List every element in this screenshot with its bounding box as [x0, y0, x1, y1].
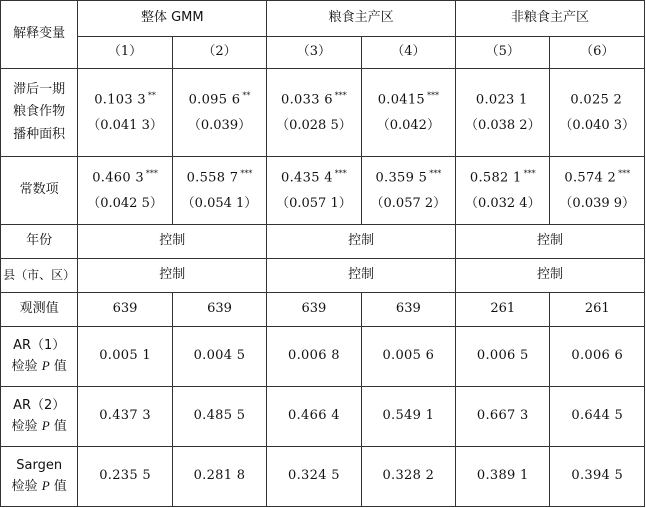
p-symbol: P [41, 478, 50, 493]
ar2-cell: 0.485 5 [172, 387, 266, 447]
control-cell: 控制 [267, 259, 456, 293]
std-error: （0.038 2） [464, 118, 541, 134]
obs-cell: 639 [172, 293, 266, 327]
significance-stars: ** [242, 90, 251, 100]
std-error: （0.028 5） [276, 118, 352, 134]
coef-value: 0.033 6 [281, 91, 333, 107]
coef-value: 0.582 1 [469, 169, 522, 185]
coef-value: 0.0415 [377, 91, 425, 107]
ar2-cell: 0.644 5 [550, 387, 645, 447]
coef-value: 0.574 2 [564, 169, 617, 185]
control-cell: 控制 [78, 225, 267, 259]
header-col-row [1, 37, 645, 69]
lagged-cell [172, 69, 266, 157]
constant-row [1, 157, 645, 225]
significance-stars: *** [426, 90, 439, 100]
lagged-row [1, 69, 645, 157]
col-header: （6） [550, 37, 645, 69]
lagged-cell [267, 69, 361, 157]
p-symbol: P [41, 418, 50, 433]
obs-cell: 639 [267, 293, 361, 327]
value-word: 值 [53, 479, 67, 494]
constant-cell [361, 157, 455, 225]
sargen-row [1, 447, 645, 507]
ar1-cell: 0.006 6 [550, 327, 645, 387]
ar1-label-top: AR（1） [13, 337, 66, 353]
col-header: （3） [267, 37, 361, 69]
p-symbol: P [41, 358, 50, 373]
std-error: （0.042 5） [87, 196, 163, 212]
ar2-row [1, 387, 645, 447]
ar1-label [1, 327, 78, 387]
obs-cell: 261 [456, 293, 550, 327]
group-header-nonmain: 非粮食主产区 [456, 1, 645, 37]
county-row [1, 259, 645, 293]
sargen-cell: 0.281 8 [172, 447, 266, 507]
constant-cell [550, 157, 645, 225]
lagged-label-line: 播种面积 [13, 126, 66, 142]
obs-label: 观测值 [1, 293, 78, 327]
year-row [1, 225, 645, 259]
coef-value: 0.025 2 [570, 91, 623, 107]
test-word: 检验 [11, 359, 38, 374]
sargen-cell: 0.328 2 [361, 447, 455, 507]
col-header: （2） [172, 37, 266, 69]
control-cell: 控制 [267, 225, 456, 259]
sargen-cell: 0.394 5 [550, 447, 645, 507]
std-error: （0.039） [187, 118, 252, 134]
significance-stars: *** [334, 168, 347, 178]
obs-cell: 639 [361, 293, 455, 327]
sargen-cell: 0.389 1 [456, 447, 550, 507]
county-label: 县（市、区） [1, 259, 78, 293]
obs-row [1, 293, 645, 327]
var-label-header: 解释变量 [1, 1, 78, 69]
sargen-label [1, 447, 78, 507]
lagged-label [1, 69, 78, 157]
lagged-cell [456, 69, 550, 157]
sargen-cell: 0.235 5 [78, 447, 172, 507]
value-word: 值 [53, 419, 67, 434]
std-error: （0.057 1） [276, 196, 352, 212]
ar2-cell: 0.667 3 [456, 387, 550, 447]
significance-stars: *** [429, 168, 442, 178]
coef-value: 0.023 1 [475, 91, 528, 107]
ar1-cell: 0.006 5 [456, 327, 550, 387]
test-word: 检验 [11, 419, 38, 434]
coef-value: 0.460 3 [92, 169, 144, 185]
constant-label: 常数项 [1, 157, 78, 225]
std-error: （0.041 3） [87, 118, 163, 134]
sargen-label-top: Sargen [16, 457, 63, 473]
ar1-row [1, 327, 645, 387]
std-error: （0.042） [376, 118, 440, 134]
significance-stars: ** [147, 90, 156, 100]
coef-value: 0.435 4 [281, 169, 333, 185]
ar2-label [1, 387, 78, 447]
significance-stars: *** [618, 168, 631, 178]
std-error: （0.054 1） [181, 196, 258, 212]
significance-stars: *** [145, 168, 158, 178]
constant-cell [172, 157, 266, 225]
coef-value: 0.103 3 [94, 91, 146, 107]
std-error: （0.039 9） [559, 196, 636, 212]
control-cell: 控制 [78, 259, 267, 293]
ar2-cell: 0.466 4 [267, 387, 361, 447]
coef-value: 0.359 5 [375, 169, 428, 185]
control-cell: 控制 [456, 259, 645, 293]
control-cell: 控制 [456, 225, 645, 259]
year-label: 年份 [1, 225, 78, 259]
ar1-cell: 0.005 1 [78, 327, 172, 387]
group-header-overall: 整体 GMM [78, 1, 267, 37]
test-word: 检验 [11, 479, 38, 494]
group-header-main: 粮食主产区 [267, 1, 456, 37]
ar1-cell: 0.005 6 [361, 327, 455, 387]
value-word: 值 [53, 359, 67, 374]
header-group-row [1, 1, 645, 37]
obs-cell: 639 [78, 293, 172, 327]
ar2-cell: 0.437 3 [78, 387, 172, 447]
constant-cell [267, 157, 361, 225]
sargen-cell: 0.324 5 [267, 447, 361, 507]
ar1-cell: 0.006 8 [267, 327, 361, 387]
std-error: （0.032 4） [464, 196, 541, 212]
ar2-cell: 0.549 1 [361, 387, 455, 447]
coef-value: 0.558 7 [186, 169, 239, 185]
std-error: （0.057 2） [370, 196, 447, 212]
col-header: （1） [78, 37, 172, 69]
obs-cell: 261 [550, 293, 645, 327]
col-header: （4） [361, 37, 455, 69]
lagged-label-line: 粮食作物 [13, 104, 66, 120]
ar1-cell: 0.004 5 [172, 327, 266, 387]
constant-cell [456, 157, 550, 225]
significance-stars: *** [523, 168, 536, 178]
significance-stars: *** [240, 168, 253, 178]
coef-value: 0.095 6 [188, 91, 241, 107]
lagged-cell [78, 69, 172, 157]
col-header: （5） [456, 37, 550, 69]
constant-cell [78, 157, 172, 225]
lagged-cell [550, 69, 645, 157]
ar2-label-top: AR（2） [13, 397, 66, 413]
lagged-cell [361, 69, 455, 157]
lagged-label-line: 滞后一期 [13, 82, 66, 98]
std-error: （0.040 3） [559, 118, 636, 134]
significance-stars: *** [334, 90, 347, 100]
